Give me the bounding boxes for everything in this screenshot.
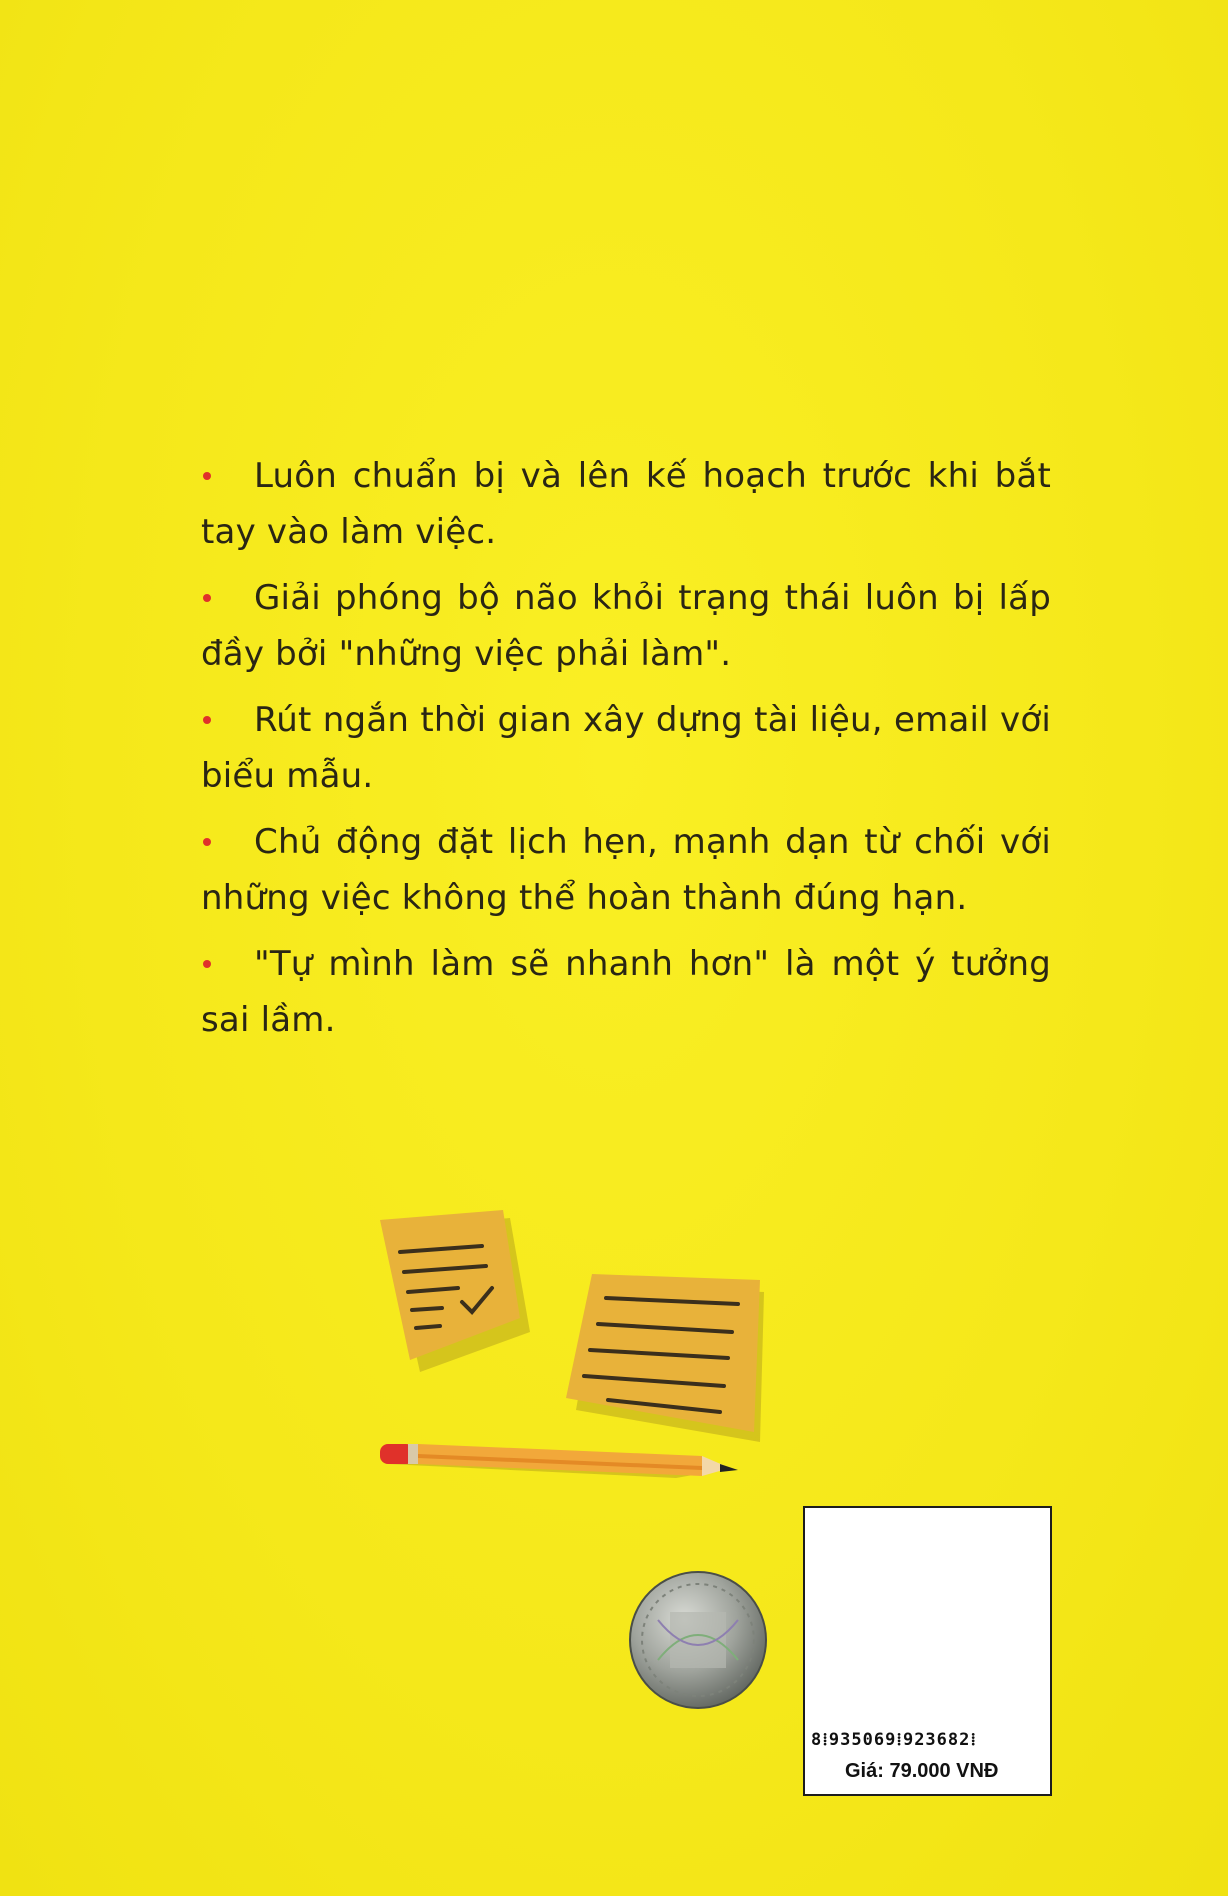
list-item	[201, 692, 1051, 804]
bullet-dot-icon	[203, 594, 211, 602]
list-item-text: Luôn chuẩn bị và lên kế hoạch trước khi bắt tay vào làm việc.	[201, 456, 1051, 552]
isbn-digits: 8⁞935069⁞923682⁞	[811, 1730, 978, 1750]
bullet-dot-icon	[203, 472, 211, 480]
list-item-text: Rút ngắn thời gian xây dựng tài liệu, email với biểu mẫu.	[201, 700, 1051, 796]
list-item-text: Chủ động đặt lịch hẹn, mạnh dạn từ chối với những việc không thể hoàn thành đúng hạn.	[201, 822, 1051, 918]
pencil-icon	[380, 1444, 738, 1478]
list-item	[201, 448, 1051, 560]
bullet-dot-icon	[203, 838, 211, 846]
list-item	[201, 814, 1051, 926]
price-label: Giá: 79.000 VNĐ	[845, 1760, 999, 1782]
bullet-dot-icon	[203, 716, 211, 724]
sticky-notes-pencil-illustration	[380, 1200, 800, 1520]
list-item	[201, 570, 1051, 682]
benefit-list	[201, 448, 1051, 1058]
barcode-label	[803, 1506, 1052, 1796]
list-item-text: Giải phóng bộ não khỏi trạng thái luôn bị lấp đầy bởi "những việc phải làm".	[201, 578, 1051, 674]
bullet-dot-icon	[203, 960, 211, 968]
sticky-note-lines-icon	[566, 1274, 764, 1442]
sticky-note-checklist-icon	[380, 1210, 530, 1372]
hologram-seal-icon	[628, 1570, 768, 1710]
list-item-text: "Tự mình làm sẽ nhanh hơn" là một ý tưởng sai lầm.	[201, 944, 1051, 1040]
list-item	[201, 936, 1051, 1048]
